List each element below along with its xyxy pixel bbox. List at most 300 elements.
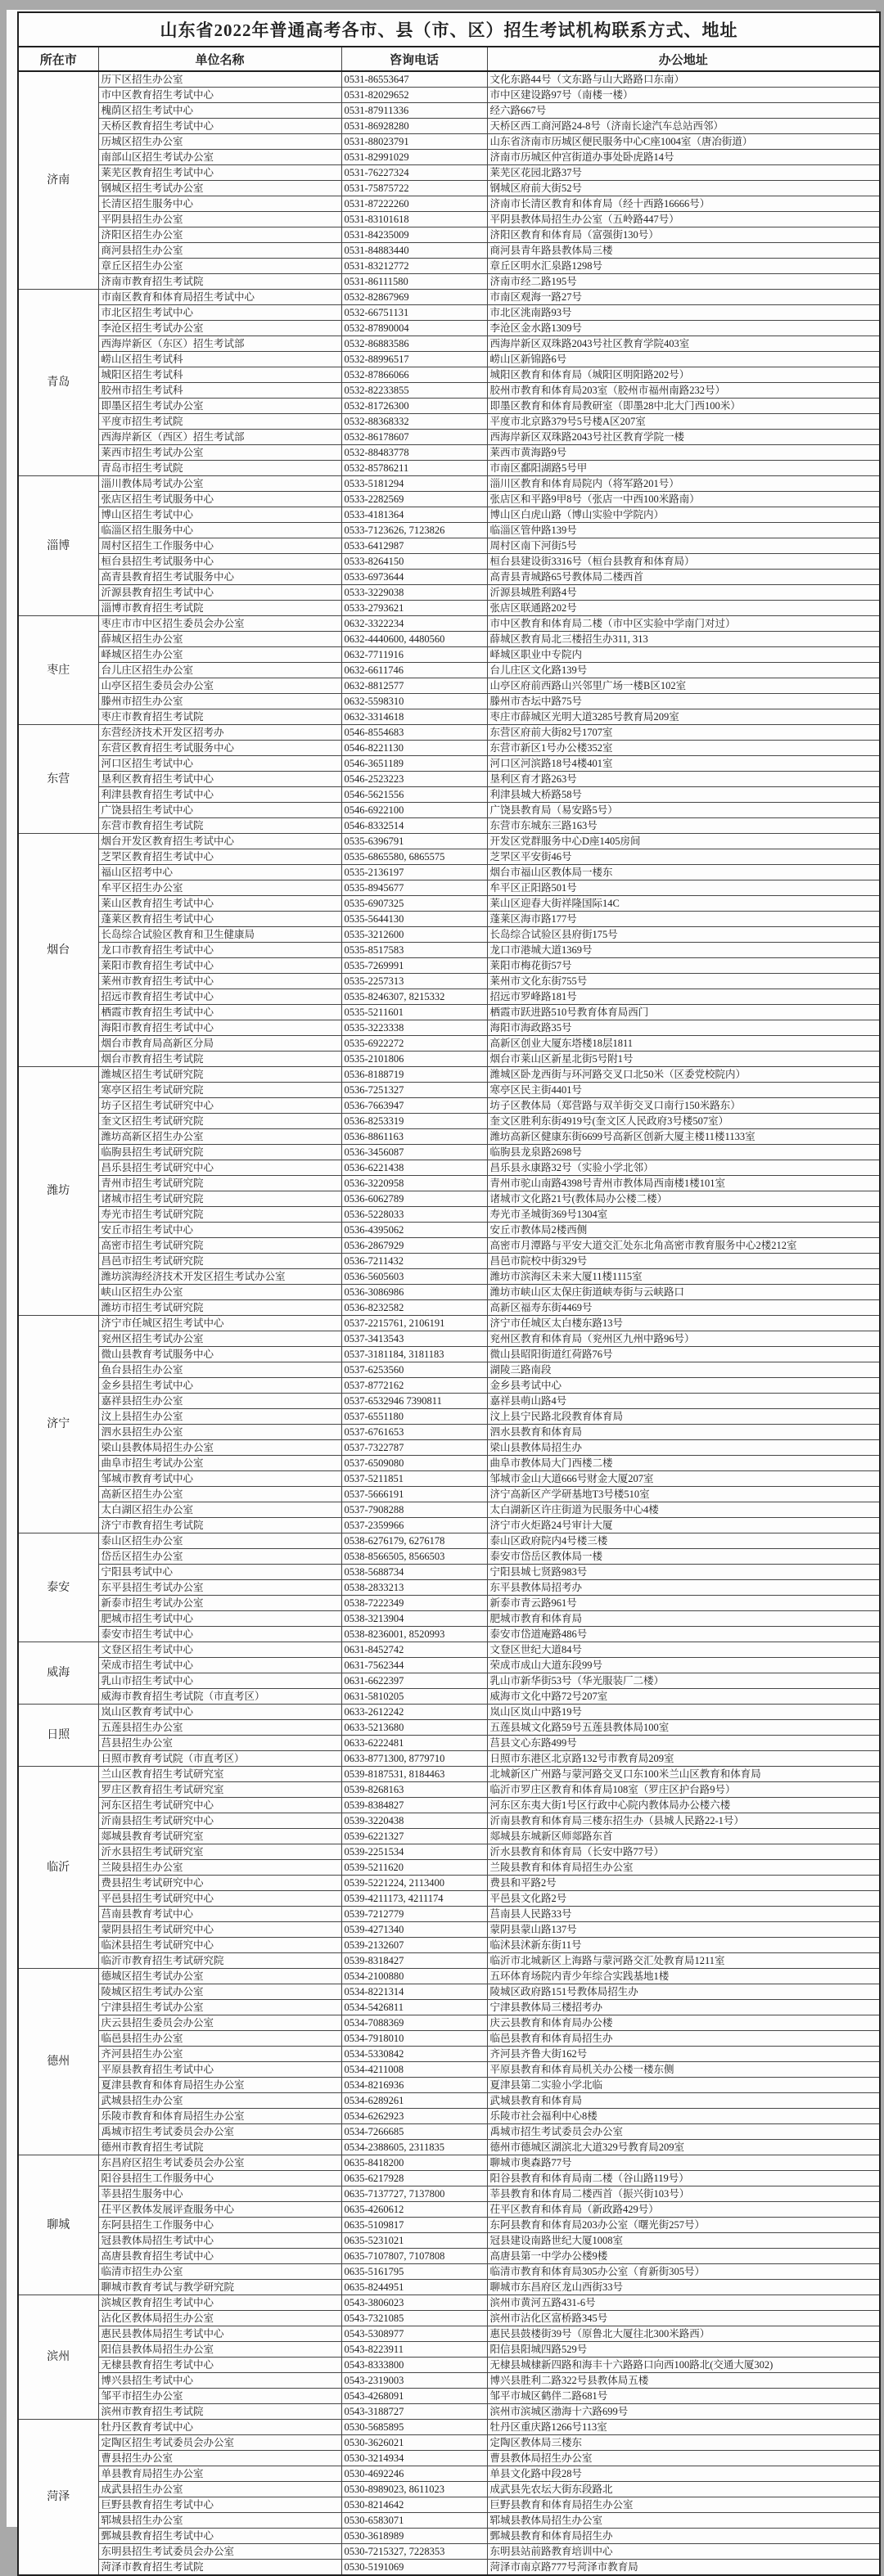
address-cell: 威海市文化中路72号207室 (487, 1689, 880, 1705)
phone-cell: 0531-75875722 (341, 181, 487, 196)
table-row (18, 1860, 880, 1876)
unit-cell: 招远市教育招生考试中心 (98, 989, 341, 1005)
phone-cell: 0532-86883586 (341, 336, 487, 352)
phone-cell: 0533-8264150 (341, 554, 487, 570)
table-row (18, 2420, 880, 2435)
address-cell: 莱芜区花园北路37号 (487, 165, 880, 181)
phone-cell: 0635-8418200 (341, 2155, 487, 2171)
table-row (18, 2000, 880, 2015)
unit-cell: 历城区招生办公室 (98, 134, 341, 150)
phone-cell: 0534-2388605, 2311835 (341, 2140, 487, 2155)
unit-cell: 成武县招生办公室 (98, 2482, 341, 2497)
phone-cell: 0534-2100880 (341, 1969, 487, 1984)
table-row (18, 523, 880, 538)
unit-cell: 齐河县招生办公室 (98, 2047, 341, 2062)
phone-cell: 0543-5308977 (341, 2326, 487, 2342)
unit-cell: 李沧区招生考试办公室 (98, 321, 341, 336)
city-cell: 潍坊 (18, 1067, 98, 1316)
phone-cell: 0538-8566505, 8566503 (341, 1549, 487, 1565)
table-row (18, 352, 880, 367)
unit-cell: 滕州市招生办公室 (98, 694, 341, 709)
phone-cell: 0535-3212600 (341, 927, 487, 943)
table-row (18, 912, 880, 927)
address-cell: 高青县青城路65号教体局二楼西首 (487, 570, 880, 585)
unit-cell: 长清区招生服务中心 (98, 196, 341, 212)
phone-cell: 0532-88483778 (341, 445, 487, 461)
phone-cell: 0543-8223911 (341, 2342, 487, 2358)
phone-cell: 0532-82233855 (341, 383, 487, 399)
unit-cell: 烟台市教育招生考试院 (98, 1052, 341, 1067)
phone-cell: 0538-5688734 (341, 1565, 487, 1580)
address-cell: 河东区东夷大街1号区行政中心院内教体局办公楼六楼 (487, 1798, 880, 1813)
phone-cell: 0537-8772162 (341, 1378, 487, 1394)
unit-cell: 槐荫区招生考试中心 (98, 103, 341, 119)
address-cell: 夏津县第二实验小学北临 (487, 2078, 880, 2093)
address-cell: 安丘市教体局2楼西侧 (487, 1223, 880, 1238)
unit-cell: 莱阳市教育招生考试中心 (98, 958, 341, 974)
phone-cell: 0535-2101806 (341, 1052, 487, 1067)
address-cell: 莱西市黄海路9号 (487, 445, 880, 461)
unit-cell: 聊城市教育考试与教学研究院 (98, 2280, 341, 2295)
address-cell: 潍坊市峡山区太保庄街道峡寿街与云峡路口 (487, 1285, 880, 1300)
address-cell: 莘县教育和体育局二楼西首（振兴街103号） (487, 2186, 880, 2202)
table-row (18, 787, 880, 803)
unit-cell: 城阳区招生考试科 (98, 367, 341, 383)
phone-cell: 0539-7212779 (341, 1907, 487, 1922)
phone-cell: 0539-2132607 (341, 1938, 487, 1953)
unit-cell: 无棣县教育招生考试中心 (98, 2358, 341, 2373)
unit-cell: 嘉祥县招生办公室 (98, 1394, 341, 1409)
address-cell: 梁山县教体局招生办 (487, 1440, 880, 1456)
unit-cell: 博兴县招生考试中心 (98, 2373, 341, 2389)
table-row (18, 1627, 880, 1642)
address-cell: 平邑县文化路2号 (487, 1891, 880, 1907)
address-cell: 高密市月潭路与平安大道交汇处东北角高密市教育服务中心2楼212室 (487, 1238, 880, 1254)
phone-cell: 0543-8333800 (341, 2358, 487, 2373)
page-title: 山东省2022年普通高考各市、县（市、区）招生考试机构联系方式、地址 (18, 12, 880, 47)
table-row (18, 678, 880, 694)
phone-cell: 0531-82991029 (341, 150, 487, 165)
address-cell: 莱山区迎春大街祥隆国际14C (487, 896, 880, 912)
phone-cell: 0536-3456087 (341, 1145, 487, 1160)
table-row (18, 943, 880, 958)
table-row (18, 2140, 880, 2155)
phone-cell: 0531-86553647 (341, 71, 487, 88)
phone-cell: 0535-3223338 (341, 1020, 487, 1036)
phone-cell: 0530-3214934 (341, 2451, 487, 2466)
address-cell: 无棣县城棣新四路和海丰十六路路口向西100路北(交通大厦302) (487, 2358, 880, 2373)
unit-cell: 潍坊滨海经济技术开发区招生考试办公室 (98, 1269, 341, 1285)
phone-cell: 0537-2215761, 2106191 (341, 1316, 487, 1331)
table-row (18, 1378, 880, 1394)
phone-cell: 0532-88996517 (341, 352, 487, 367)
address-cell: 钢城区府前大街52号 (487, 181, 880, 196)
phone-cell: 0535-5211601 (341, 1005, 487, 1020)
unit-cell: 莘县招生服务中心 (98, 2186, 341, 2202)
table-row (18, 2544, 880, 2560)
table-row (18, 1254, 880, 1269)
phone-cell: 0632-3322234 (341, 616, 487, 632)
phone-cell: 0532-86178607 (341, 430, 487, 445)
table-row (18, 1191, 880, 1207)
phone-cell: 0539-5221224, 2113400 (341, 1876, 487, 1891)
table-row (18, 367, 880, 383)
phone-cell: 0635-7137727, 7137800 (341, 2186, 487, 2202)
address-cell: 西海岸新区双珠路2043号社区教育学院403室 (487, 336, 880, 352)
address-cell: 垦利区育才路263号 (487, 772, 880, 787)
table-row (18, 1813, 880, 1829)
unit-cell: 陵城区招生考试办公室 (98, 1984, 341, 2000)
phone-cell: 0632-6611746 (341, 663, 487, 678)
phone-cell: 0530-6583071 (341, 2513, 487, 2529)
phone-cell: 0531-84883440 (341, 243, 487, 259)
table-row (18, 756, 880, 772)
phone-cell: 0635-5231021 (341, 2233, 487, 2249)
address-cell: 台儿庄区文化路139号 (487, 663, 880, 678)
address-cell: 湖陵三路南段 (487, 1362, 880, 1378)
unit-cell: 济宁市教育招生考试院 (98, 1518, 341, 1533)
city-cell: 菏泽 (18, 2420, 98, 2576)
unit-cell: 太白湖区招生办公室 (98, 1502, 341, 1518)
unit-cell: 淄博市教育招生考试院 (98, 601, 341, 616)
unit-cell: 胶州市招生考试科 (98, 383, 341, 399)
address-cell: 临沭县沭新东街11号 (487, 1938, 880, 1953)
phone-cell: 0538-7222349 (341, 1596, 487, 1611)
address-cell: 烟台市莱山区新星北街5号附1号 (487, 1052, 880, 1067)
phone-cell: 0535-6396791 (341, 834, 487, 849)
address-cell: 肥城市教育和体育局 (487, 1611, 880, 1627)
phone-cell: 0532-87866066 (341, 367, 487, 383)
address-cell: 单县文化路中段28号 (487, 2466, 880, 2482)
phone-cell: 0631-7562344 (341, 1658, 487, 1673)
contact-table (17, 11, 881, 2576)
unit-cell: 阳谷县招生工作服务中心 (98, 2171, 341, 2186)
table-row (18, 585, 880, 601)
phone-cell: 0538-8236001, 8520993 (341, 1627, 487, 1642)
unit-cell: 潍坊高新区招生办公室 (98, 1129, 341, 1145)
address-cell: 滨州市黄河五路431-6号 (487, 2295, 880, 2311)
unit-cell: 峡山区招生办公室 (98, 1285, 341, 1300)
phone-cell: 0537-6532946 7390811 (341, 1394, 487, 1409)
address-cell: 河口区河滨路18号4楼401室 (487, 756, 880, 772)
unit-cell: 夏津县教育和体育局招生办公室 (98, 2078, 341, 2093)
address-cell: 临清市教育和体育局305办公室（育新街305号） (487, 2264, 880, 2280)
table-row (18, 321, 880, 336)
phone-cell: 0530-5191069 (341, 2560, 487, 2576)
table-row (18, 290, 880, 305)
table-row (18, 1720, 880, 1736)
unit-cell: 章丘区招生办公室 (98, 259, 341, 274)
phone-cell: 0536-4395062 (341, 1223, 487, 1238)
phone-cell: 0531-83101618 (341, 212, 487, 227)
address-cell: 长岛综合试验区县府街175号 (487, 927, 880, 943)
table-row (18, 2233, 880, 2249)
phone-cell: 0530-4692246 (341, 2466, 487, 2482)
address-cell: 平度市北京路379号5号楼A区207室 (487, 414, 880, 430)
phone-cell: 0535-6865580, 6865575 (341, 849, 487, 865)
phone-cell: 0536-8232582 (341, 1300, 487, 1316)
unit-cell: 临清市招生办公室 (98, 2264, 341, 2280)
address-cell: 枣庄市薛城区光明大道3285号教育局209室 (487, 709, 880, 725)
address-cell: 菏泽市南京路777号菏泽市教育局 (487, 2560, 880, 2576)
phone-cell: 0632-3314618 (341, 709, 487, 725)
address-cell: 高新区创业大厦东塔楼18层1811 (487, 1036, 880, 1052)
phone-cell: 0533-6412987 (341, 538, 487, 554)
address-cell: 张店区联通路202号 (487, 601, 880, 616)
address-cell: 招远市罗峰路181号 (487, 989, 880, 1005)
table-row (18, 647, 880, 663)
address-cell: 开发区党群服务中心D座1405房间 (487, 834, 880, 849)
table-row (18, 1673, 880, 1689)
address-cell: 薛城区教育局北三楼招生办311, 313 (487, 632, 880, 647)
unit-cell: 德州市教育招生考试院 (98, 2140, 341, 2155)
address-cell: 芝罘区平安街46号 (487, 849, 880, 865)
address-cell: 济南市历城区仲宫街道办事处卧虎路14号 (487, 150, 880, 165)
phone-cell: 0546-3651189 (341, 756, 487, 772)
address-cell: 滨州市沾化区富桥路345号 (487, 2311, 880, 2326)
unit-cell: 禹城市招生考试委员会办公室 (98, 2124, 341, 2140)
unit-cell: 罗庄区教育招生考试研究室 (98, 1782, 341, 1798)
city-cell: 东营 (18, 725, 98, 834)
address-cell: 东平县教体局招考办 (487, 1580, 880, 1596)
unit-cell: 枣庄市教育招生考试院 (98, 709, 341, 725)
phone-cell: 0539-8318427 (341, 1953, 487, 1969)
table-row (18, 1487, 880, 1502)
table-row (18, 305, 880, 321)
phone-cell: 0530-3618989 (341, 2529, 487, 2544)
phone-cell: 0537-7908288 (341, 1502, 487, 1518)
unit-cell: 平阴县招生办公室 (98, 212, 341, 227)
unit-cell: 昌乐县招生考试研究中心 (98, 1160, 341, 1176)
table-row (18, 1285, 880, 1300)
city-cell: 聊城 (18, 2155, 98, 2295)
table-row (18, 461, 880, 476)
phone-cell: 0534-7918010 (341, 2031, 487, 2047)
address-cell: 莱阳市梅花街57号 (487, 958, 880, 974)
unit-cell: 惠民县教体局招生考试中心 (98, 2326, 341, 2342)
unit-cell: 平邑县招生考试研究中心 (98, 1891, 341, 1907)
unit-cell: 即墨区招生考试办公室 (98, 399, 341, 414)
address-cell: 博兴县胜利二路322号县教体局五楼 (487, 2373, 880, 2389)
table-row (18, 1689, 880, 1705)
phone-cell: 0633-5213680 (341, 1720, 487, 1736)
table-row (18, 414, 880, 430)
phone-cell: 0534-5330842 (341, 2047, 487, 2062)
unit-cell: 济南市教育招生考试院 (98, 274, 341, 290)
phone-cell: 0537-6551180 (341, 1409, 487, 1425)
table-row (18, 2015, 880, 2031)
phone-cell: 0536-3220958 (341, 1176, 487, 1191)
table-row (18, 1036, 880, 1052)
table-row (18, 492, 880, 507)
table-row (18, 103, 880, 119)
table-row (18, 1471, 880, 1487)
table-row (18, 2047, 880, 2062)
address-cell: 蓬莱区海市路177号 (487, 912, 880, 927)
address-cell: 潍坊市滨海区未来大厦11楼1115室 (487, 1269, 880, 1285)
table-row (18, 570, 880, 585)
phone-cell: 0536-8188719 (341, 1067, 487, 1083)
phone-cell: 0534-8216936 (341, 2078, 487, 2093)
city-cell: 威海 (18, 1642, 98, 1705)
address-cell: 寒亭区民主街4401号 (487, 1083, 880, 1098)
city-cell: 日照 (18, 1705, 98, 1767)
address-cell: 泰安市岱道庵路486号 (487, 1627, 880, 1642)
unit-cell: 淄川教体局考试办公室 (98, 476, 341, 492)
unit-cell: 河东区招生考试研究中心 (98, 1798, 341, 1813)
phone-cell: 0631-6622397 (341, 1673, 487, 1689)
phone-cell: 0530-8989023, 8611023 (341, 2482, 487, 2497)
phone-cell: 0531-82029652 (341, 88, 487, 103)
address-cell: 莒南县人民路33号 (487, 1907, 880, 1922)
table-row (18, 725, 880, 741)
unit-cell: 巨野县教育招生考试中心 (98, 2497, 341, 2513)
unit-cell: 岚山区教育考试中心 (98, 1705, 341, 1720)
table-row (18, 616, 880, 632)
phone-cell: 0533-4181364 (341, 507, 487, 523)
address-cell: 济南市经二路195号 (487, 274, 880, 290)
unit-cell: 高新区招生办公室 (98, 1487, 341, 1502)
phone-cell: 0539-4271340 (341, 1922, 487, 1938)
table-row (18, 2466, 880, 2482)
phone-cell: 0536-7663947 (341, 1098, 487, 1114)
table-row (18, 1705, 880, 1720)
unit-cell: 阳信县教体局招生办公室 (98, 2342, 341, 2358)
table-row (18, 181, 880, 196)
address-cell: 泰安市岱岳区教体局一楼 (487, 1549, 880, 1565)
table-row (18, 1844, 880, 1860)
table-row (18, 989, 880, 1005)
unit-cell: 周村区招生工作服务中心 (98, 538, 341, 554)
phone-cell: 0534-7088369 (341, 2015, 487, 2031)
table-row (18, 2280, 880, 2295)
address-cell: 城阳区教育和体育局（城阳区明阳路202号） (487, 367, 880, 383)
table-row (18, 2342, 880, 2358)
table-row (18, 554, 880, 570)
unit-cell: 临朐县招生考试研究院 (98, 1145, 341, 1160)
table-row (18, 1316, 880, 1331)
phone-cell: 0533-2282569 (341, 492, 487, 507)
address-cell: 龙口市港城大道1369号 (487, 943, 880, 958)
table-row (18, 150, 880, 165)
table-row (18, 212, 880, 227)
address-cell: 高新区福寿东街4469号 (487, 1300, 880, 1316)
phone-cell: 0531-86111580 (341, 274, 487, 290)
table-row (18, 2202, 880, 2218)
phone-cell: 0534-7266685 (341, 2124, 487, 2140)
table-row (18, 2249, 880, 2264)
address-cell: 阳谷县教育和体育局南二楼（谷山路119号） (487, 2171, 880, 2186)
address-cell: 青州市驼山南路4398号青州市教体局西南楼1楼101室 (487, 1176, 880, 1191)
unit-cell: 邹平市招生办公室 (98, 2389, 341, 2404)
phone-cell: 0535-2136197 (341, 865, 487, 880)
table-row (18, 134, 880, 150)
unit-cell: 莒县招生办公室 (98, 1736, 341, 1751)
table-row (18, 2062, 880, 2078)
address-cell: 济宁市火炬路24号审计大厦 (487, 1518, 880, 1533)
phone-cell: 0536-5605603 (341, 1269, 487, 1285)
table-row (18, 2093, 880, 2109)
phone-cell: 0546-2523223 (341, 772, 487, 787)
address-cell: 五莲县城文化路59号五莲县教体局100室 (487, 1720, 880, 1736)
address-cell: 桓台县建设街3316号（桓台县教育和体育局） (487, 554, 880, 570)
unit-cell: 台儿庄区招生办公室 (98, 663, 341, 678)
phone-cell: 0539-8268163 (341, 1782, 487, 1798)
address-cell: 嘉祥县萌山路4号 (487, 1394, 880, 1409)
unit-cell: 金乡县招生考试中心 (98, 1378, 341, 1394)
unit-cell: 微山县教育考试服务中心 (98, 1347, 341, 1362)
table-row (18, 974, 880, 989)
table-row (18, 165, 880, 181)
address-cell: 蒙阴县蒙山路137号 (487, 1922, 880, 1938)
table-row (18, 71, 880, 88)
unit-cell: 潍坊市招生考试研究院 (98, 1300, 341, 1316)
table-row (18, 538, 880, 554)
table-row (18, 1067, 880, 1083)
table-row (18, 1440, 880, 1456)
unit-cell: 安丘市招生考试中心 (98, 1223, 341, 1238)
phone-cell: 0531-76227324 (341, 165, 487, 181)
unit-cell: 张店区招生考试服务中心 (98, 492, 341, 507)
phone-cell: 0534-6289261 (341, 2093, 487, 2109)
unit-cell: 菏泽市教育招生考试院 (98, 2560, 341, 2576)
unit-cell: 郯城县教育考试研究室 (98, 1829, 341, 1844)
table-row (18, 1596, 880, 1611)
table-row (18, 227, 880, 243)
phone-cell: 0538-2833213 (341, 1580, 487, 1596)
address-cell: 郓城县教体局招生办公室 (487, 2513, 880, 2529)
address-cell: 岚山区岚山中路19号 (487, 1705, 880, 1720)
table-row (18, 274, 880, 290)
title-row (18, 12, 880, 47)
phone-cell: 0631-5810205 (341, 1689, 487, 1705)
table-row (18, 2451, 880, 2466)
address-cell: 栖霞市跃进路510号教育体育局西门 (487, 1005, 880, 1020)
unit-cell: 武城县招生办公室 (98, 2093, 341, 2109)
unit-cell: 西海岸新区（西区）招生考试部 (98, 430, 341, 445)
address-cell: 高唐县第一中学办公楼9楼 (487, 2249, 880, 2264)
address-cell: 临淄区管仲路139号 (487, 523, 880, 538)
table-row (18, 1362, 880, 1378)
phone-cell: 0533-3229038 (341, 585, 487, 601)
unit-cell: 牟平区招生办公室 (98, 880, 341, 896)
table-row (18, 663, 880, 678)
address-cell: 宁津县教体局三楼招考办 (487, 2000, 880, 2015)
unit-cell: 定陶区招生考试委员会办公室 (98, 2435, 341, 2451)
city-cell: 淄博 (18, 476, 98, 616)
unit-cell: 日照市教育考试院（市直考区） (98, 1751, 341, 1767)
address-cell: 潍坊高新区健康东街6699号高新区创新大厦主楼11楼1133室 (487, 1129, 880, 1145)
address-cell: 德州市德城区湖滨北大道329号教育局209室 (487, 2140, 880, 2155)
table-row (18, 958, 880, 974)
unit-cell: 平度市招生考试院 (98, 414, 341, 430)
phone-cell: 0635-8244951 (341, 2280, 487, 2295)
unit-cell: 平原县教育招生考试中心 (98, 2062, 341, 2078)
unit-cell: 邹城市教育考试中心 (98, 1471, 341, 1487)
unit-cell: 东平县招生考试办公室 (98, 1580, 341, 1596)
table-row (18, 1767, 880, 1782)
table-row (18, 243, 880, 259)
address-cell: 定陶区教体局三楼东 (487, 2435, 880, 2451)
header-city: 所在市 (18, 47, 98, 71)
phone-cell: 0535-5644130 (341, 912, 487, 927)
unit-cell: 宁津县招生考试办公室 (98, 2000, 341, 2015)
table-row (18, 2218, 880, 2233)
table-row (18, 2155, 880, 2171)
table-row (18, 2435, 880, 2451)
unit-cell: 新泰市招生考试办公室 (98, 1596, 341, 1611)
phone-cell: 0537-6509080 (341, 1456, 487, 1471)
